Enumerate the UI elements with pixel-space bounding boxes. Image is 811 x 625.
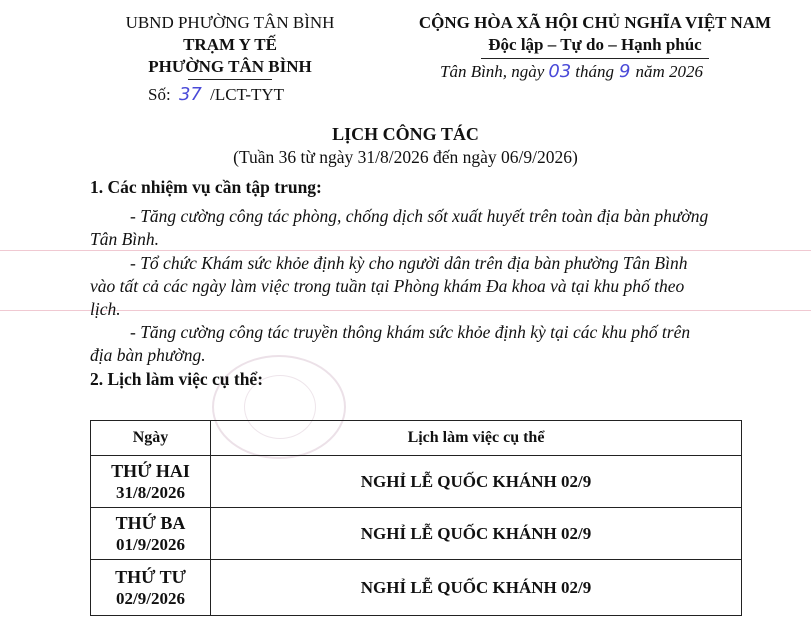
task-item: Tân Bình. — [90, 229, 160, 249]
task-item: - Tăng cường công tác truyền thông khám sức khỏe định kỳ tại các khu phố trên — [130, 322, 691, 342]
issue-date — [440, 60, 703, 84]
table-row — [91, 508, 742, 560]
task-item: lịch. — [90, 299, 121, 319]
doc-number-suffix: /LCT-TYT — [210, 85, 285, 104]
day-date: 02/9/2026 — [116, 588, 185, 608]
schedule-cell: NGHỈ LỄ QUỐC KHÁNH 02/9 — [211, 456, 742, 508]
schedule-table — [90, 420, 742, 616]
table-header-row — [91, 421, 742, 456]
date-day: 03 — [548, 61, 572, 82]
date-month-label: tháng — [575, 62, 614, 81]
schedule-cell: NGHỈ LỄ QUỐC KHÁNH 02/9 — [211, 508, 742, 560]
day-name: THỨ BA — [115, 512, 186, 533]
day-name: THỨ TƯ — [115, 566, 186, 587]
date-month: 9 — [619, 61, 631, 82]
org-name-line2: PHƯỜNG TÂN BÌNH — [148, 57, 312, 76]
doc-number — [148, 84, 284, 106]
day-cell — [91, 508, 211, 560]
org-name-line1: TRẠM Y TẾ — [183, 35, 277, 54]
day-date: 31/8/2026 — [116, 482, 185, 502]
document-title: LỊCH CÔNG TÁC — [332, 124, 479, 144]
table-row — [91, 560, 742, 616]
section2-heading: 2. Lịch làm việc cụ thể: — [90, 369, 264, 389]
day-date: 01/9/2026 — [116, 534, 185, 554]
task-item: - Tăng cường công tác phòng, chống dịch sốt xuất huyết trên toàn địa bàn phường — [130, 206, 709, 226]
doc-number-value: 37 — [178, 84, 202, 105]
document-subtitle: (Tuần 36 từ ngày 31/8/2026 đến ngày 06/9/2026) — [233, 147, 578, 167]
task-item: - Tổ chức Khám sức khỏe định kỳ cho người dân trên địa bàn phường Tân Bình — [130, 253, 688, 273]
day-name: THỨ HAI — [111, 460, 190, 481]
issuer-block — [100, 12, 360, 78]
nation-motto: Độc lập – Tự do – Hạnh phúc — [488, 35, 702, 54]
nation-block — [395, 12, 795, 56]
nation-title: CỘNG HÒA XÃ HỘI CHỦ NGHĨA VIỆT NAM — [418, 13, 772, 32]
day-cell — [91, 456, 211, 508]
task-item: địa bàn phường. — [90, 345, 206, 365]
date-year: năm 2026 — [635, 62, 703, 81]
doc-number-prefix: Số: — [148, 85, 171, 104]
header-schedule: Lịch làm việc cụ thể — [211, 421, 742, 456]
motto-underline — [481, 58, 709, 59]
task-item: vào tất cả các ngày làm việc trong tuần tại Phòng khám Đa khoa và tại khu phố theo — [90, 276, 685, 296]
table-row — [91, 456, 742, 508]
section1-heading: 1. Các nhiệm vụ cần tập trung: — [90, 177, 322, 197]
date-place: Tân Bình, ngày — [440, 62, 545, 81]
schedule-cell: NGHỈ LỄ QUỐC KHÁNH 02/9 — [211, 560, 742, 616]
header-day: Ngày — [91, 421, 211, 456]
issuer-underline — [188, 79, 272, 80]
day-cell — [91, 560, 211, 616]
org-parent: UBND PHƯỜNG TÂN BÌNH — [125, 13, 335, 32]
